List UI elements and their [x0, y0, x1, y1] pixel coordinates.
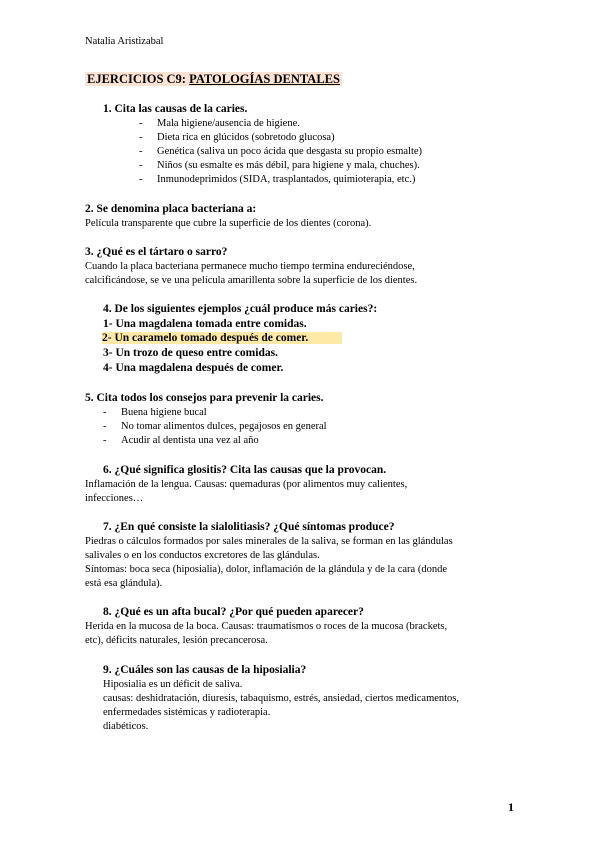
answer-line: Herida en la mucosa de la boca. Causas: traumatismos o roces de la mucosa (brackets, [85, 621, 448, 632]
list-item: - Buena higiene bucal [103, 407, 207, 418]
question-6: 6. ¿Qué significa glositis? Cita las causas que la provocan. [103, 464, 387, 476]
option-2-highlighted: 2- Un caramelo tomado después de comer. [102, 332, 342, 344]
list-item: - Niños (su esmalte es más débil, para higiene y mala, chuches). [139, 160, 420, 171]
question-7: 7. ¿En qué consiste la sialolitiasis? ¿Qué síntomas produce? [103, 521, 395, 533]
answer-line: Película transparente que cubre la superficie de los dientes (corona). [85, 218, 372, 229]
title-highlight [85, 72, 342, 86]
author-name: Natalia Aristizabal [85, 36, 164, 47]
title-prefix: EJERCICIOS C9: [87, 72, 190, 86]
list-item: - Inmunodeprimidos (SIDA, trasplantados, quimioterapia, etc.) [139, 174, 416, 185]
title-underlined: PATOLOGÍAS DENTALES [189, 72, 340, 86]
answer-line: Síntomas: boca seca (hiposialia), dolor, inflamación de la glándula y de la cara (donde [85, 564, 447, 575]
page-title [85, 72, 342, 87]
answer-line: Inflamación de la lengua. Causas: quemaduras (por alimentos muy calientes, [85, 479, 408, 490]
answer-line: etc), déficits naturales, lesión precancerosa. [85, 635, 268, 646]
option-3: 3- Un trozo de queso entre comidas. [103, 347, 278, 359]
page-number: 1 [508, 800, 514, 814]
answer-line: Cuando la placa bacteriana permanece mucho tiempo termina endureciéndose, [85, 261, 415, 272]
answer-line: calcificándose, se ve una película amarillenta sobre la superficie de los dientes. [85, 275, 418, 286]
answer-line: Piedras o cálculos formados por sales minerales de la saliva, se forman en las glándulas [85, 536, 453, 547]
list-item: - Acudir al dentista una vez al año [103, 435, 259, 446]
question-4: 4. De los siguientes ejemplos ¿cuál produce más caries?: [103, 303, 378, 315]
question-5: 5. Cita todos los consejos para prevenir la caries. [85, 392, 324, 404]
answer-line: enfermedades sistémicas y radioterapia. [103, 707, 271, 718]
option-1: 1- Una magdalena tomada entre comidas. [103, 318, 307, 330]
list-item: - Mala higiene/ausencia de higiene. [139, 118, 300, 129]
answer-line: infecciones… [85, 493, 144, 504]
question-2: 2. Se denomina placa bacteriana a: [85, 203, 257, 215]
list-item: - Genética (saliva un poco ácida que desgasta su propio esmalte) [139, 146, 423, 157]
option-4: 4- Una magdalena después de comer. [103, 362, 284, 374]
list-item: - No tomar alimentos dulces, pegajosos en general [103, 421, 327, 432]
question-1: 1. Cita las causas de la caries. [103, 103, 248, 115]
answer-line: causas: deshidratación, diuresis, tabaquismo, estrés, ansiedad, ciertos medicamentos, [103, 693, 460, 704]
question-8: 8. ¿Qué es un afta bucal? ¿Por qué pueden aparecer? [103, 606, 364, 618]
answer-line: Hiposialia es un déficit de saliva. [103, 679, 243, 690]
list-item: - Dieta rica en glúcidos (sobretodo glucosa) [139, 132, 335, 143]
question-9: 9. ¿Cuáles son las causas de la hiposialia? [103, 664, 307, 676]
question-3: 3. ¿Qué es el tártaro o sarro? [85, 246, 228, 258]
answer-line: está esa glándula). [85, 578, 163, 589]
answer-line: salivales o en los conductos excretores de las glándulas. [85, 550, 320, 561]
answer-line: diabéticos. [103, 721, 149, 732]
